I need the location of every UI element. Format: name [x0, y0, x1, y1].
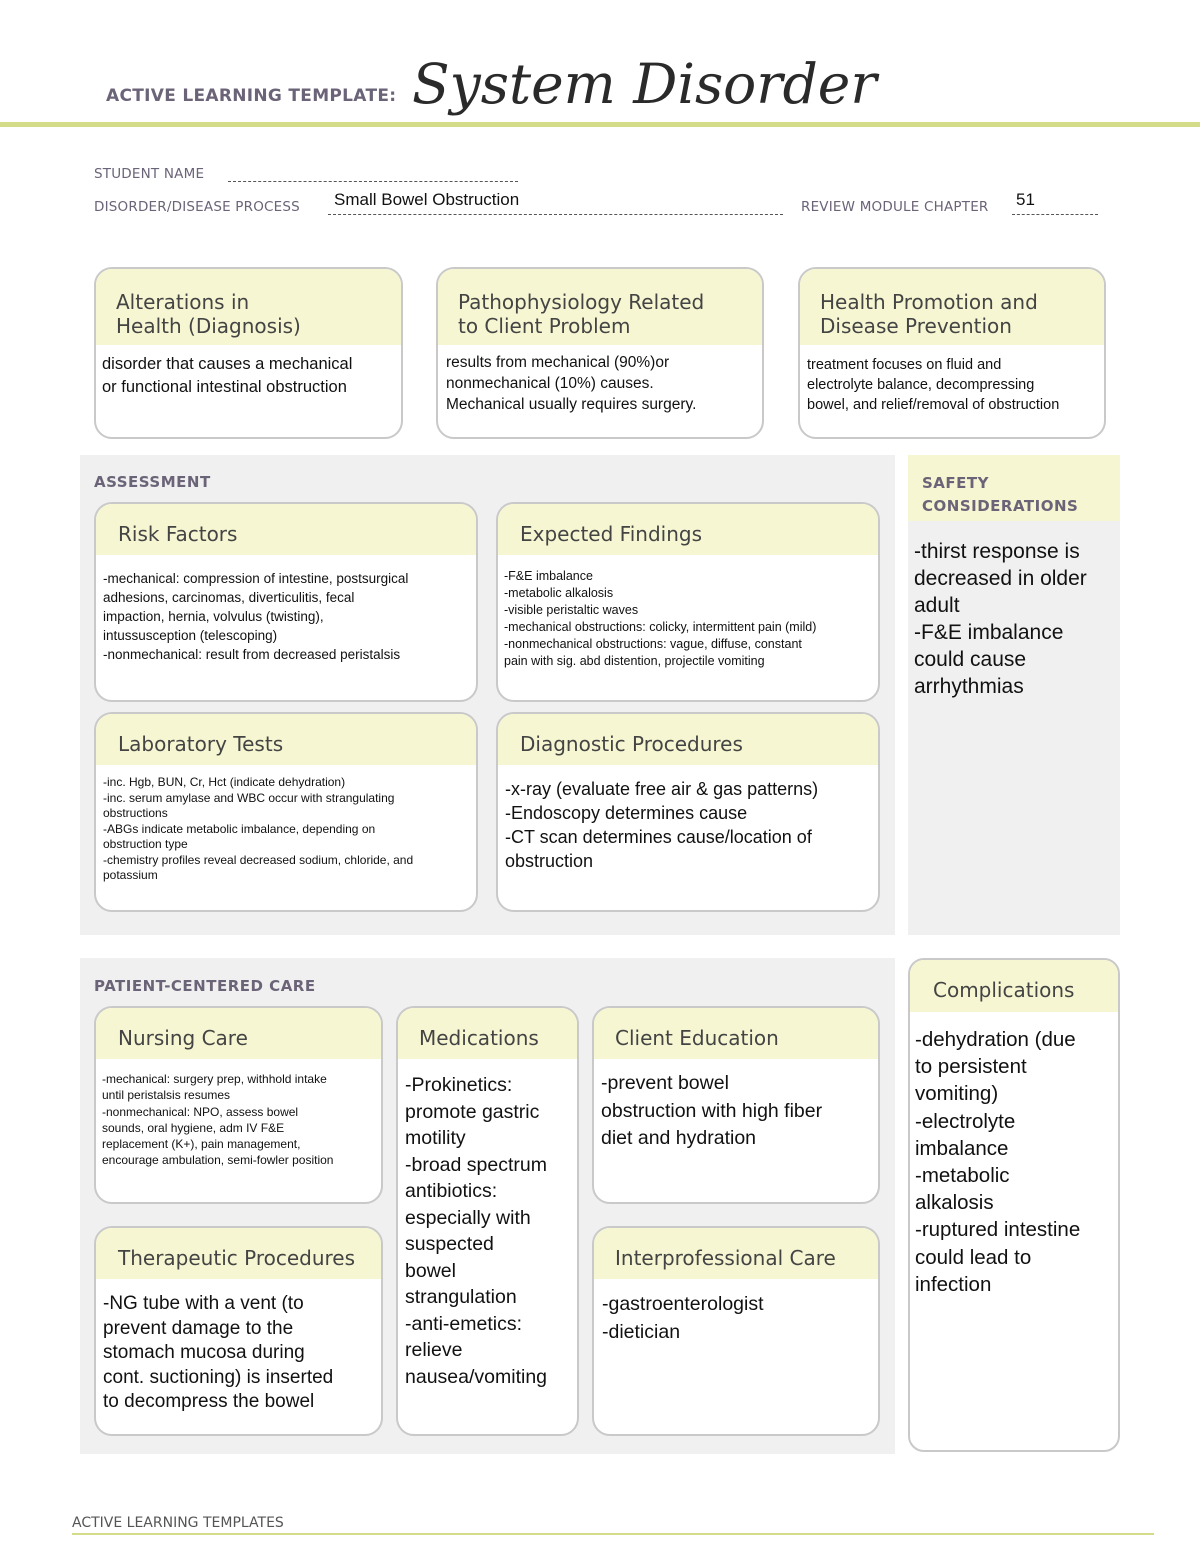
alterations-body[interactable]: disorder that causes a mechanical or functional intestinal obstruction	[102, 355, 353, 396]
pathophysiology-box	[436, 267, 764, 439]
expected-findings-body[interactable]: -F&E imbalance -metabolic alkalosis -visible peristaltic waves -mechanical obstructions: colicky, intermittent pain (mild) -nonmechanical obstructions: vague, diffuse, constant pain with sig. abd distention, projectile vomiting	[504, 569, 817, 668]
complications-body[interactable]: -dehydration (due to persistent vomiting) -electrolyte imbalance -metabolic alkalosis -ruptured intestine could lead to infection	[915, 1028, 1081, 1296]
pathophysiology-title: Pathophysiology Related to Client Problem	[438, 269, 762, 345]
disorder-field[interactable]: Small Bowel Obstruction	[334, 190, 520, 209]
student-name-label: STUDENT NAME	[94, 166, 205, 182]
nursing-care-box	[94, 1006, 383, 1204]
diagnostic-procedures-body[interactable]: -x-ray (evaluate free air & gas patterns) -Endoscopy determines cause -CT scan determines cause/location of obstruction	[505, 779, 819, 871]
interprofessional-care-box	[592, 1226, 880, 1436]
interprofessional-care-body[interactable]: -gastroenterologist -dietician	[602, 1293, 764, 1343]
safety-body[interactable]: -thirst response is decreased in older adult -F&E imbalance could cause arrhythmias	[914, 540, 1087, 698]
chapter-field[interactable]: 51	[1016, 190, 1035, 209]
medications-body[interactable]: -Prokinetics: promote gastric motility -broad spectrum antibiotics: especially with suspected bowel strangulation -anti-emetics: relieve nausea/vomiting	[405, 1074, 548, 1388]
template-prefix: ACTIVE LEARNING TEMPLATE:	[106, 86, 397, 106]
pathophysiology-body[interactable]: results from mechanical (90%)or nonmechanical (10%) causes. Mechanical usually requires surgery.	[446, 354, 697, 413]
page-title: System Disorder	[412, 52, 877, 116]
expected-findings-title: Expected Findings	[498, 504, 878, 555]
risk-factors-body[interactable]: -mechanical: compression of intestine, postsurgical adhesions, carcinomas, diverticulitis, fecal impaction, hernia, volvulus (twisting), intussusception (telescoping) -nonmechanical: result from decreased peristalsis	[103, 571, 409, 662]
risk-factors-box	[94, 502, 478, 702]
complications-title: Complications	[910, 960, 1118, 1012]
disorder-line	[328, 214, 783, 215]
patient-care-section-title: PATIENT-CENTERED CARE	[94, 977, 316, 995]
safety-title: SAFETY CONSIDERATIONS	[922, 474, 1079, 515]
client-education-title: Client Education	[594, 1008, 878, 1059]
laboratory-tests-title: Laboratory Tests	[96, 714, 476, 765]
chapter-label: REVIEW MODULE CHAPTER	[801, 199, 989, 215]
health-promotion-box	[798, 267, 1106, 439]
laboratory-tests-box	[94, 712, 478, 912]
chapter-line	[1012, 214, 1098, 215]
assessment-section-title: ASSESSMENT	[94, 473, 211, 491]
medications-box	[396, 1006, 579, 1436]
interprofessional-care-title: Interprofessional Care	[594, 1228, 878, 1279]
student-name-line	[228, 181, 518, 182]
therapeutic-procedures-box	[94, 1226, 383, 1436]
diagnostic-procedures-title: Diagnostic Procedures	[498, 714, 878, 765]
alterations-title: Alterations in Health (Diagnosis)	[96, 269, 401, 345]
nursing-care-body[interactable]: -mechanical: surgery prep, withhold intake until peristalsis resumes -nonmechanical: NPO, assess bowel sounds, oral hygiene, adm IV F&E replacement (K+), pain management, encourage ambulation, semi-fowler position	[102, 1072, 334, 1168]
client-education-body[interactable]: -prevent bowel obstruction with high fiber diet and hydration	[601, 1072, 823, 1149]
laboratory-tests-body[interactable]: -inc. Hgb, BUN, Cr, Hct (indicate dehydration) -inc. serum amylase and WBC occur with strangulating obstructions -ABGs indicate metabolic imbalance, depending on obstruction type -chemistry profiles reveal decreased sodium, chloride, and potassium	[103, 775, 414, 882]
health-promotion-body[interactable]: treatment focuses on fluid and electrolyte balance, decompressing bowel, and relief/removal of obstruction	[807, 357, 1060, 413]
medications-title: Medications	[398, 1008, 577, 1059]
therapeutic-procedures-title: Therapeutic Procedures	[96, 1228, 381, 1279]
expected-findings-box	[496, 502, 880, 702]
client-education-box	[592, 1006, 880, 1204]
diagnostic-procedures-box	[496, 712, 880, 912]
disorder-label: DISORDER/DISEASE PROCESS	[94, 199, 300, 215]
footer-divider	[72, 1533, 1154, 1535]
footer-text: ACTIVE LEARNING TEMPLATES	[72, 1515, 284, 1531]
risk-factors-title: Risk Factors	[96, 504, 476, 555]
header-divider	[0, 122, 1200, 127]
complications-box	[908, 958, 1120, 1452]
therapeutic-procedures-body[interactable]: -NG tube with a vent (to prevent damage to the stomach mucosa during cont. suctioning) is inserted to decompress the bowel	[103, 1293, 334, 1412]
alterations-in-health-box	[94, 267, 403, 439]
nursing-care-title: Nursing Care	[96, 1008, 381, 1059]
health-promotion-title: Health Promotion and Disease Prevention	[800, 269, 1104, 345]
